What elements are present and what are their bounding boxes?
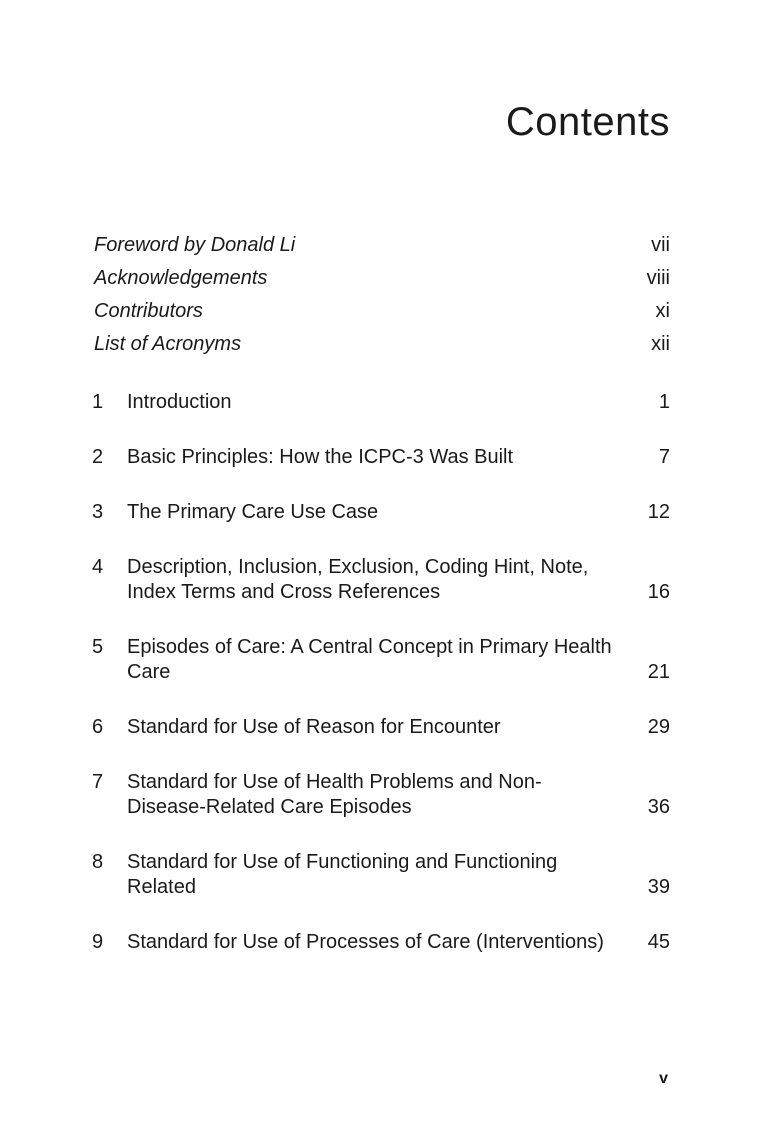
chapter-number: 1	[92, 391, 104, 413]
entry-title: List of Acronyms	[94, 333, 242, 355]
chapter-page: 7	[658, 446, 670, 468]
chapter-page: 16	[647, 581, 670, 603]
chapter-list	[92, 390, 670, 985]
chapter-page: 45	[647, 931, 670, 953]
chapter-entry[interactable]	[92, 850, 670, 900]
chapter-number: 2	[92, 446, 104, 468]
chapter-page: 29	[647, 716, 670, 738]
chapter-title: Description, Inclusion, Exclusion, Coding Hint, Note, Index Terms and Cross References	[127, 556, 589, 603]
chapter-number: 6	[92, 716, 104, 738]
chapter-title: The Primary Care Use Case	[127, 501, 379, 523]
chapter-entry[interactable]	[92, 635, 670, 685]
entry-page: xi	[655, 300, 670, 322]
front-matter-entry[interactable]	[94, 234, 670, 267]
front-matter-entry[interactable]	[94, 333, 670, 366]
chapter-number: 3	[92, 501, 104, 523]
chapter-number: 9	[92, 931, 104, 953]
chapter-entry[interactable]	[92, 715, 670, 740]
chapter-entry[interactable]	[92, 445, 670, 470]
chapter-title: Introduction	[127, 391, 232, 413]
chapter-entry[interactable]	[92, 390, 670, 415]
chapter-number: 8	[92, 851, 104, 873]
chapter-page: 12	[647, 501, 670, 523]
chapter-entry[interactable]	[92, 770, 670, 820]
chapter-title: Basic Principles: How the ICPC-3 Was Built	[127, 446, 514, 468]
front-matter-entry[interactable]	[94, 267, 670, 300]
chapter-entry[interactable]	[92, 930, 670, 955]
chapter-number: 4	[92, 556, 104, 578]
entry-page: xii	[651, 333, 670, 355]
chapter-page: 39	[647, 876, 670, 898]
chapter-title: Episodes of Care: A Central Concept in Primary Health Care	[127, 636, 612, 683]
entry-title: Foreword by Donald Li	[94, 234, 296, 256]
chapter-title: Standard for Use of Reason for Encounter	[127, 716, 501, 738]
chapter-entry[interactable]	[92, 500, 670, 525]
entry-page: vii	[651, 234, 670, 256]
chapter-number: 5	[92, 636, 104, 658]
chapter-page: 1	[658, 391, 670, 413]
chapter-title: Standard for Use of Processes of Care (Interventions)	[127, 931, 604, 953]
chapter-page: 21	[647, 661, 670, 683]
chapter-page: 36	[647, 796, 670, 818]
front-matter-entry[interactable]	[94, 300, 670, 333]
front-matter-list	[94, 234, 670, 366]
page-number: v	[659, 1070, 668, 1087]
entry-title: Acknowledgements	[94, 267, 268, 289]
chapter-entry[interactable]	[92, 555, 670, 605]
entry-page: viii	[646, 267, 670, 289]
chapter-title: Standard for Use of Functioning and Functioning Related	[127, 851, 558, 898]
chapter-title: Standard for Use of Health Problems and Non-Disease-Related Care Episodes	[127, 771, 542, 818]
chapter-number: 7	[92, 771, 104, 793]
page-title: Contents	[505, 100, 670, 144]
entry-title: Contributors	[94, 300, 203, 322]
